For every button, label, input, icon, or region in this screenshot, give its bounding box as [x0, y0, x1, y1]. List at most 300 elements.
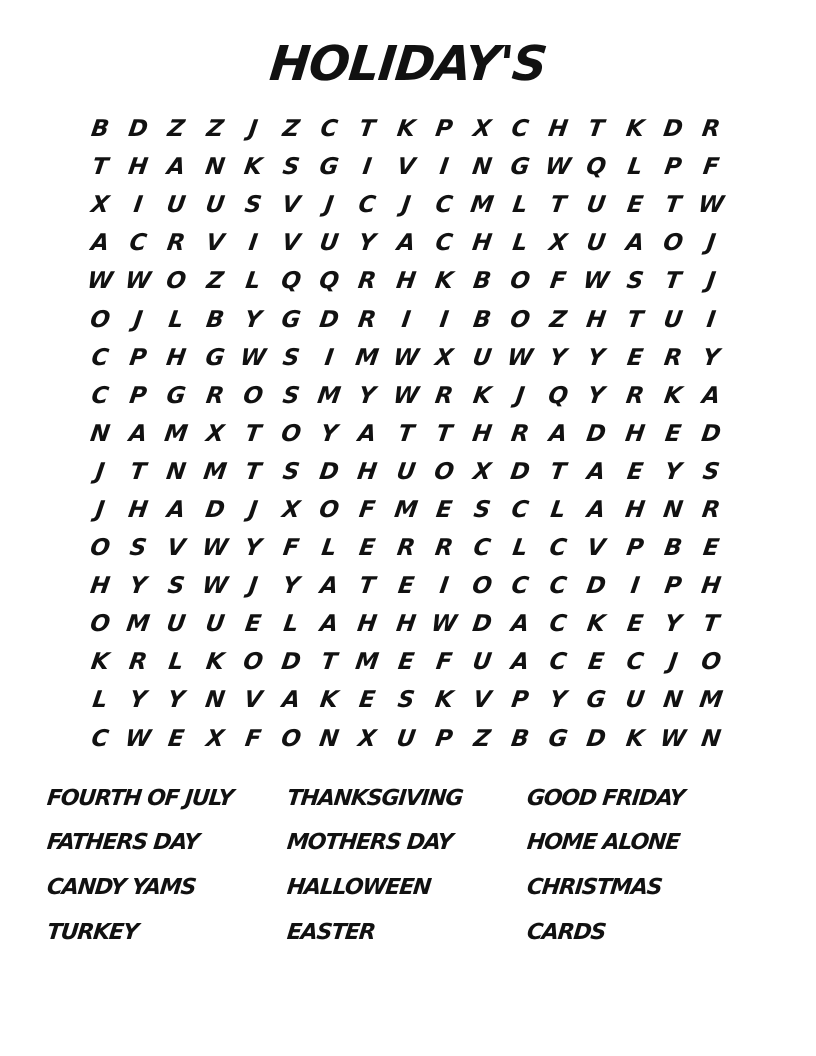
- grid-letter[interactable]: D: [508, 458, 532, 485]
- grid-letter[interactable]: H: [546, 116, 570, 143]
- grid-letter[interactable]: G: [165, 382, 188, 409]
- grid-letter[interactable]: S: [280, 154, 302, 181]
- grid-letter[interactable]: I: [437, 573, 450, 600]
- grid-letter[interactable]: Y: [662, 458, 684, 485]
- grid-letter[interactable]: Z: [166, 116, 187, 143]
- grid-letter[interactable]: Z: [204, 116, 225, 143]
- grid-letter[interactable]: H: [394, 268, 418, 295]
- grid-letter[interactable]: E: [395, 649, 416, 676]
- grid-letter[interactable]: T: [625, 306, 645, 333]
- grid-letter[interactable]: W: [238, 344, 268, 371]
- grid-letter[interactable]: H: [623, 420, 647, 447]
- grid-letter[interactable]: C: [89, 382, 111, 409]
- grid-letter[interactable]: D: [317, 306, 341, 333]
- grid-letter[interactable]: R: [700, 496, 722, 523]
- grid-letter[interactable]: U: [585, 192, 608, 219]
- grid-letter[interactable]: Y: [548, 687, 569, 714]
- grid-letter[interactable]: C: [624, 649, 645, 676]
- grid-letter[interactable]: H: [585, 306, 608, 333]
- grid-letter[interactable]: O: [508, 306, 532, 333]
- grid-letter[interactable]: U: [470, 344, 494, 371]
- grid-letter[interactable]: R: [662, 344, 684, 371]
- grid-row: [81, 262, 741, 300]
- grid-letter[interactable]: W: [582, 268, 612, 295]
- grid-letter[interactable]: W: [658, 725, 688, 752]
- grid-letter[interactable]: Y: [586, 344, 607, 371]
- grid-letter[interactable]: G: [279, 306, 303, 333]
- grid-letter[interactable]: B: [662, 535, 684, 562]
- grid-letter[interactable]: T: [663, 268, 683, 295]
- grid-letter[interactable]: O: [699, 649, 723, 676]
- grid-letter[interactable]: X: [203, 420, 226, 447]
- grid-letter[interactable]: B: [471, 268, 493, 295]
- grid-letter[interactable]: N: [661, 687, 685, 714]
- grid-letter[interactable]: H: [355, 611, 379, 638]
- grid-letter[interactable]: M: [201, 458, 228, 485]
- grid-letter[interactable]: E: [166, 725, 187, 752]
- grid-letter[interactable]: Y: [128, 687, 149, 714]
- grid-row: [81, 110, 741, 148]
- grid-letter[interactable]: Y: [662, 611, 684, 638]
- grid-letter[interactable]: R: [356, 306, 379, 333]
- grid-letter[interactable]: S: [395, 687, 416, 714]
- grid-letter[interactable]: P: [128, 382, 149, 409]
- grid-letter[interactable]: A: [509, 649, 531, 676]
- grid-letter[interactable]: Y: [242, 306, 263, 333]
- grid-letter[interactable]: Q: [584, 154, 609, 181]
- grid-letter[interactable]: Z: [280, 116, 302, 143]
- grid-letter[interactable]: J: [246, 496, 259, 523]
- grid-letter[interactable]: B: [509, 725, 531, 752]
- grid-letter[interactable]: T: [586, 116, 607, 143]
- grid-letter[interactable]: M: [315, 382, 343, 409]
- grid-letter[interactable]: P: [624, 535, 645, 562]
- grid-letter[interactable]: D: [470, 611, 494, 638]
- grid-letter[interactable]: I: [437, 306, 450, 333]
- grid-letter[interactable]: U: [165, 192, 188, 219]
- grid-letter[interactable]: O: [317, 496, 341, 523]
- grid-letter[interactable]: A: [318, 573, 340, 600]
- grid-letter[interactable]: N: [165, 458, 188, 485]
- grid-letter[interactable]: I: [246, 230, 259, 257]
- grid-letter[interactable]: N: [317, 725, 341, 752]
- grid-letter[interactable]: I: [132, 192, 145, 219]
- grid-letter[interactable]: O: [279, 725, 303, 752]
- grid-letter[interactable]: V: [203, 230, 226, 257]
- grid-letter[interactable]: V: [165, 535, 188, 562]
- grid-letter[interactable]: V: [471, 687, 493, 714]
- grid-letter[interactable]: T: [395, 420, 416, 447]
- grid-letter[interactable]: T: [434, 420, 454, 447]
- grid-letter[interactable]: A: [623, 230, 646, 257]
- grid-letter[interactable]: N: [661, 496, 685, 523]
- grid-row: [81, 605, 741, 643]
- grid-letter[interactable]: R: [165, 230, 188, 257]
- grid-letter[interactable]: V: [585, 535, 608, 562]
- grid-letter[interactable]: X: [356, 725, 379, 752]
- grid-letter[interactable]: O: [88, 306, 112, 333]
- grid-letter[interactable]: P: [662, 573, 684, 600]
- grid-letter[interactable]: C: [509, 573, 531, 600]
- grid-letter[interactable]: H: [470, 230, 494, 257]
- grid-letter[interactable]: Y: [700, 344, 722, 371]
- grid-letter[interactable]: C: [89, 344, 111, 371]
- grid-letter[interactable]: J: [132, 306, 145, 333]
- grid-letter[interactable]: J: [514, 382, 527, 409]
- grid-letter[interactable]: O: [508, 268, 532, 295]
- grid-letter[interactable]: O: [279, 420, 303, 447]
- grid-letter[interactable]: I: [323, 344, 336, 371]
- grid-letter[interactable]: A: [509, 611, 531, 638]
- grid-letter[interactable]: K: [585, 611, 608, 638]
- grid-letter[interactable]: P: [433, 116, 455, 143]
- grid-letter[interactable]: S: [280, 458, 302, 485]
- grid-letter[interactable]: G: [585, 687, 608, 714]
- grid-letter[interactable]: K: [203, 649, 226, 676]
- grid-letter[interactable]: L: [511, 230, 530, 257]
- grid-letter[interactable]: K: [318, 687, 340, 714]
- grid-letter[interactable]: S: [166, 573, 187, 600]
- grid-letter[interactable]: G: [317, 154, 341, 181]
- grid-letter[interactable]: R: [127, 649, 149, 676]
- grid-letter[interactable]: T: [243, 420, 263, 447]
- grid-letter[interactable]: U: [203, 192, 226, 219]
- grid-letter[interactable]: U: [661, 306, 685, 333]
- grid-letter[interactable]: V: [394, 154, 417, 181]
- grid-letter[interactable]: P: [128, 344, 149, 371]
- grid-letter[interactable]: H: [126, 154, 150, 181]
- grid-letter[interactable]: C: [357, 192, 378, 219]
- grid-letter[interactable]: N: [470, 154, 494, 181]
- grid-letter[interactable]: W: [391, 382, 421, 409]
- grid-letter[interactable]: U: [585, 230, 608, 257]
- grid-letter[interactable]: E: [625, 611, 645, 638]
- grid-letter[interactable]: K: [394, 116, 417, 143]
- grid-letter[interactable]: J: [704, 268, 718, 295]
- grid-letter[interactable]: F: [701, 154, 721, 181]
- word-list-item: TURKEY: [45, 919, 139, 945]
- grid-letter[interactable]: I: [399, 306, 412, 333]
- grid-letter[interactable]: D: [317, 458, 341, 485]
- grid-letter[interactable]: S: [242, 192, 263, 219]
- grid-letter[interactable]: N: [88, 420, 112, 447]
- grid-letter[interactable]: D: [585, 420, 608, 447]
- grid-letter[interactable]: K: [89, 649, 111, 676]
- grid-letter[interactable]: T: [357, 116, 378, 143]
- grid-letter[interactable]: W: [543, 154, 573, 181]
- grid-letter[interactable]: J: [93, 458, 107, 485]
- grid-letter[interactable]: H: [623, 496, 647, 523]
- grid-letter[interactable]: T: [548, 458, 569, 485]
- grid-letter[interactable]: A: [127, 420, 150, 447]
- grid-letter[interactable]: S: [280, 344, 302, 371]
- grid-letter[interactable]: L: [320, 535, 339, 562]
- grid-letter[interactable]: L: [243, 268, 262, 295]
- grid-letter[interactable]: E: [586, 649, 607, 676]
- grid-letter[interactable]: T: [243, 458, 263, 485]
- grid-letter[interactable]: Y: [128, 573, 149, 600]
- grid-letter[interactable]: V: [280, 230, 302, 257]
- grid-letter[interactable]: A: [280, 687, 302, 714]
- grid-letter[interactable]: K: [433, 687, 455, 714]
- grid-letter[interactable]: X: [203, 725, 226, 752]
- word-list-item: HOME ALONE: [525, 830, 681, 856]
- grid-letter[interactable]: V: [280, 192, 302, 219]
- word-list-item: THANKSGIVING: [285, 785, 464, 811]
- grid-letter[interactable]: J: [246, 116, 259, 143]
- grid-letter[interactable]: T: [90, 154, 110, 181]
- grid-letter[interactable]: C: [548, 649, 569, 676]
- grid-letter[interactable]: Y: [280, 573, 302, 600]
- grid-letter[interactable]: O: [164, 268, 189, 295]
- grid-letter[interactable]: A: [165, 154, 188, 181]
- grid-letter[interactable]: Y: [166, 687, 187, 714]
- grid-letter[interactable]: X: [89, 192, 111, 219]
- grid-letter[interactable]: H: [699, 573, 723, 600]
- grid-letter[interactable]: R: [624, 382, 646, 409]
- grid-letter[interactable]: I: [361, 154, 374, 181]
- grid-letter[interactable]: R: [433, 382, 455, 409]
- grid-letter[interactable]: C: [433, 230, 455, 257]
- grid-letter[interactable]: D: [203, 496, 227, 523]
- grid-letter[interactable]: A: [700, 382, 722, 409]
- grid-letter[interactable]: E: [395, 573, 416, 600]
- grid-letter[interactable]: F: [281, 535, 301, 562]
- grid-letter[interactable]: T: [548, 192, 569, 219]
- grid-letter[interactable]: L: [90, 687, 110, 714]
- grid-letter[interactable]: C: [509, 116, 531, 143]
- grid-letter[interactable]: U: [470, 649, 494, 676]
- grid-letter[interactable]: S: [624, 268, 645, 295]
- grid-letter[interactable]: W: [123, 725, 153, 752]
- grid-letter[interactable]: Z: [204, 268, 225, 295]
- grid-letter[interactable]: E: [625, 192, 645, 219]
- grid-letter[interactable]: J: [323, 192, 336, 219]
- grid-letter[interactable]: H: [394, 611, 418, 638]
- grid-letter[interactable]: X: [280, 496, 302, 523]
- grid-letter[interactable]: X: [471, 458, 493, 485]
- grid-letter[interactable]: L: [167, 306, 186, 333]
- grid-letter[interactable]: R: [356, 268, 379, 295]
- grid-letter[interactable]: E: [663, 420, 683, 447]
- grid-letter[interactable]: M: [354, 344, 381, 371]
- grid-letter[interactable]: W: [505, 344, 535, 371]
- grid-letter[interactable]: A: [585, 496, 608, 523]
- grid-letter[interactable]: K: [471, 382, 493, 409]
- grid-letter[interactable]: D: [585, 725, 608, 752]
- grid-letter[interactable]: W: [391, 344, 421, 371]
- grid-letter[interactable]: J: [399, 192, 412, 219]
- grid-letter[interactable]: W: [200, 535, 230, 562]
- grid-letter[interactable]: X: [547, 230, 570, 257]
- grid-letter[interactable]: C: [128, 230, 149, 257]
- grid-letter[interactable]: S: [280, 382, 302, 409]
- grid-letter[interactable]: L: [281, 611, 301, 638]
- grid-letter[interactable]: T: [128, 458, 148, 485]
- grid-letter[interactable]: X: [471, 116, 493, 143]
- grid-letter[interactable]: J: [246, 573, 259, 600]
- grid-row: [81, 186, 741, 224]
- grid-letter[interactable]: C: [471, 535, 493, 562]
- grid-letter[interactable]: R: [433, 535, 455, 562]
- word-list: [47, 776, 787, 954]
- grid-letter[interactable]: D: [661, 116, 685, 143]
- grid-letter[interactable]: C: [89, 725, 111, 752]
- grid-letter[interactable]: Y: [548, 344, 569, 371]
- grid-letter[interactable]: G: [547, 725, 570, 752]
- grid-letter[interactable]: B: [471, 306, 493, 333]
- grid-letter[interactable]: L: [511, 192, 530, 219]
- grid-letter[interactable]: B: [89, 116, 111, 143]
- grid-letter[interactable]: A: [165, 496, 188, 523]
- grid-letter[interactable]: C: [548, 573, 569, 600]
- grid-letter[interactable]: M: [163, 420, 190, 447]
- grid-letter[interactable]: M: [354, 649, 381, 676]
- grid-letter[interactable]: O: [432, 458, 456, 485]
- grid-letter[interactable]: E: [625, 458, 645, 485]
- grid-letter[interactable]: R: [509, 420, 531, 447]
- grid-letter[interactable]: R: [203, 382, 226, 409]
- grid-letter[interactable]: W: [696, 192, 726, 219]
- grid-letter[interactable]: H: [165, 344, 188, 371]
- grid-letter[interactable]: N: [203, 154, 227, 181]
- grid-letter[interactable]: H: [126, 496, 150, 523]
- grid-letter[interactable]: K: [662, 382, 684, 409]
- grid-letter[interactable]: F: [357, 496, 378, 523]
- grid-letter[interactable]: D: [699, 420, 723, 447]
- grid-row: [81, 491, 741, 529]
- grid-letter[interactable]: O: [88, 611, 112, 638]
- grid-letter[interactable]: A: [89, 230, 111, 257]
- grid-letter[interactable]: L: [511, 535, 530, 562]
- grid-letter[interactable]: N: [699, 725, 723, 752]
- grid-letter[interactable]: W: [200, 573, 230, 600]
- grid-letter[interactable]: K: [242, 154, 264, 181]
- grid-letter[interactable]: X: [433, 344, 455, 371]
- grid-letter[interactable]: W: [429, 611, 459, 638]
- grid-letter[interactable]: A: [356, 420, 379, 447]
- grid-letter[interactable]: U: [165, 611, 188, 638]
- grid-letter[interactable]: C: [509, 496, 531, 523]
- grid-letter[interactable]: C: [548, 535, 569, 562]
- grid-letter[interactable]: D: [279, 649, 303, 676]
- grid-letter[interactable]: K: [623, 725, 646, 752]
- grid-letter[interactable]: P: [433, 725, 455, 752]
- grid-letter[interactable]: A: [547, 420, 570, 447]
- grid-letter[interactable]: Y: [357, 230, 378, 257]
- grid-letter[interactable]: O: [661, 230, 685, 257]
- grid-letter[interactable]: M: [468, 192, 496, 219]
- grid-letter[interactable]: C: [318, 116, 340, 143]
- grid-letter[interactable]: M: [392, 496, 419, 523]
- grid-letter[interactable]: U: [623, 687, 646, 714]
- grid-letter[interactable]: I: [704, 306, 718, 333]
- grid-letter[interactable]: J: [666, 649, 680, 676]
- grid-letter[interactable]: O: [241, 649, 265, 676]
- grid-letter[interactable]: A: [585, 458, 608, 485]
- grid-letter[interactable]: G: [508, 154, 532, 181]
- grid-letter[interactable]: W: [85, 268, 115, 295]
- grid-letter[interactable]: O: [88, 535, 112, 562]
- grid-letter[interactable]: M: [697, 687, 725, 714]
- grid-letter[interactable]: V: [242, 687, 264, 714]
- grid-letter[interactable]: U: [394, 725, 417, 752]
- grid-letter[interactable]: F: [548, 268, 569, 295]
- grid-letter[interactable]: L: [549, 496, 568, 523]
- grid-letter[interactable]: R: [394, 535, 417, 562]
- grid-letter[interactable]: W: [123, 268, 153, 295]
- grid-letter[interactable]: Y: [586, 382, 607, 409]
- grid-letter[interactable]: B: [204, 306, 226, 333]
- grid-letter[interactable]: P: [662, 154, 684, 181]
- grid-letter[interactable]: L: [167, 649, 186, 676]
- grid-letter[interactable]: E: [243, 611, 263, 638]
- grid-letter[interactable]: Q: [279, 268, 303, 295]
- grid-letter[interactable]: E: [357, 687, 378, 714]
- grid-letter[interactable]: S: [700, 458, 722, 485]
- grid-letter[interactable]: E: [357, 535, 378, 562]
- grid-letter[interactable]: Z: [471, 725, 493, 752]
- grid-letter[interactable]: I: [437, 154, 450, 181]
- grid-letter[interactable]: Y: [242, 535, 263, 562]
- grid-letter[interactable]: P: [509, 687, 531, 714]
- grid-letter[interactable]: J: [93, 496, 107, 523]
- grid-letter[interactable]: K: [623, 116, 646, 143]
- grid-letter[interactable]: U: [318, 230, 341, 257]
- grid-letter[interactable]: Q: [317, 268, 341, 295]
- grid-letter[interactable]: T: [663, 192, 683, 219]
- grid-letter[interactable]: R: [700, 116, 722, 143]
- grid-letter[interactable]: D: [126, 116, 150, 143]
- grid-letter[interactable]: I: [628, 573, 641, 600]
- grid-letter[interactable]: H: [355, 458, 379, 485]
- grid-letter[interactable]: O: [241, 382, 265, 409]
- grid-letter[interactable]: O: [470, 573, 494, 600]
- grid-letter[interactable]: F: [434, 649, 454, 676]
- grid-letter[interactable]: S: [471, 496, 493, 523]
- grid-letter[interactable]: T: [701, 611, 721, 638]
- grid-letter[interactable]: E: [625, 344, 645, 371]
- grid-letter[interactable]: T: [319, 649, 339, 676]
- grid-letter[interactable]: C: [548, 611, 569, 638]
- grid-letter[interactable]: J: [704, 230, 718, 257]
- grid-letter[interactable]: L: [625, 154, 644, 181]
- grid-letter[interactable]: Q: [546, 382, 570, 409]
- word-list-row: [47, 910, 787, 955]
- grid-letter[interactable]: E: [701, 535, 721, 562]
- grid-letter[interactable]: F: [243, 725, 263, 752]
- grid-letter[interactable]: D: [585, 573, 608, 600]
- grid-letter[interactable]: T: [357, 573, 378, 600]
- grid-letter[interactable]: Y: [319, 420, 340, 447]
- grid-letter[interactable]: Z: [548, 306, 569, 333]
- grid-letter[interactable]: M: [125, 611, 152, 638]
- grid-letter[interactable]: U: [394, 458, 417, 485]
- grid-letter[interactable]: S: [128, 535, 149, 562]
- grid-letter[interactable]: A: [318, 611, 340, 638]
- grid-letter[interactable]: A: [394, 230, 417, 257]
- grid-letter[interactable]: N: [203, 687, 227, 714]
- grid-letter[interactable]: E: [434, 496, 454, 523]
- grid-letter[interactable]: H: [470, 420, 494, 447]
- grid-letter[interactable]: C: [433, 192, 455, 219]
- grid-letter[interactable]: U: [203, 611, 226, 638]
- grid-letter[interactable]: Y: [357, 382, 378, 409]
- grid-letter[interactable]: G: [203, 344, 226, 371]
- grid-letter[interactable]: K: [433, 268, 455, 295]
- grid-letter[interactable]: H: [88, 573, 112, 600]
- grid-row: [81, 643, 741, 681]
